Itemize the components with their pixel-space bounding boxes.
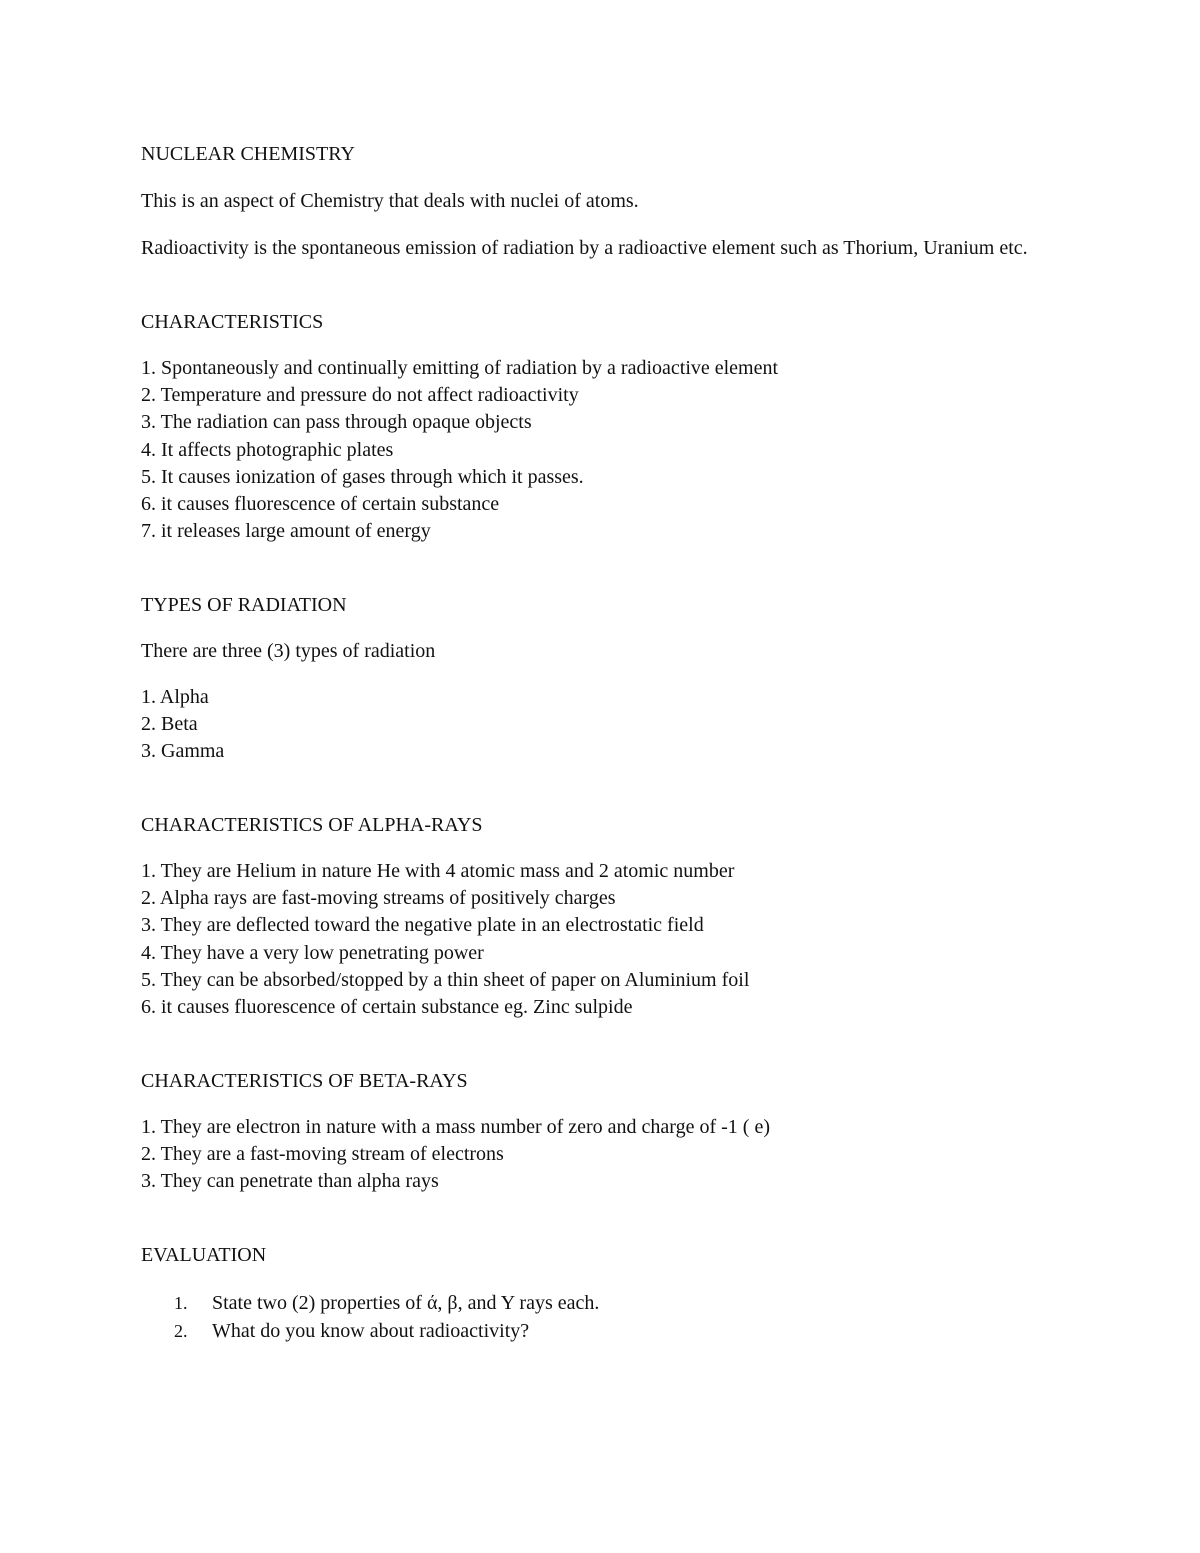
- list-item: 1. They are electron in nature with a mass number of zero and charge of -1 ( e): [141, 1116, 771, 1138]
- list-item: 3. The radiation can pass through opaque objects: [141, 411, 532, 434]
- list-item: 5. It causes ionization of gases through which it passes.: [141, 465, 584, 488]
- types-intro: There are three (3) types of radiation: [141, 640, 436, 662]
- list-item: 1. Alpha: [141, 686, 209, 708]
- evaluation-item: [174, 1289, 1074, 1317]
- list-item: 2. Alpha rays are fast-moving streams of positively charges: [141, 887, 616, 910]
- list-item: 2. They are a fast-moving stream of electrons: [141, 1143, 504, 1166]
- list-item: 3. Gamma: [141, 740, 225, 763]
- list-item: 1. Spontaneously and continually emitting of radiation by a radioactive element: [141, 357, 779, 379]
- list-item: 2. Temperature and pressure do not affect radioactivity: [141, 384, 579, 407]
- list-item: 7. it releases large amount of energy: [141, 520, 431, 543]
- evaluation-item: [174, 1317, 1074, 1345]
- evaluation-item-text: State two (2) properties of ά, β, and Y rays each.: [212, 1292, 600, 1314]
- characteristics-heading: CHARACTERISTICS: [141, 311, 324, 333]
- list-item: 3. They are deflected toward the negative plate in an electrostatic field: [141, 914, 704, 937]
- list-item: 6. it causes fluorescence of certain substance: [141, 493, 500, 516]
- evaluation-item-number: 2.: [174, 1321, 188, 1341]
- intro-paragraph: This is an aspect of Chemistry that deals with nuclei of atoms.: [141, 190, 639, 212]
- evaluation-list: [174, 1289, 1074, 1345]
- beta-list: [141, 1114, 1081, 1196]
- types-heading: TYPES OF RADIATION: [141, 594, 347, 616]
- evaluation-item-number: 1.: [174, 1293, 188, 1313]
- alpha-list: [141, 858, 1081, 1021]
- types-list: [141, 684, 1081, 766]
- alpha-heading: CHARACTERISTICS OF ALPHA-RAYS: [141, 814, 483, 836]
- evaluation-item-text: What do you know about radioactivity?: [212, 1320, 530, 1342]
- list-item: 2. Beta: [141, 713, 198, 736]
- list-item: 3. They can penetrate than alpha rays: [141, 1170, 439, 1193]
- list-item: 1. They are Helium in nature He with 4 atomic mass and 2 atomic number: [141, 860, 735, 882]
- list-item: 4. It affects photographic plates: [141, 438, 394, 461]
- list-item: 6. it causes fluorescence of certain substance eg. Zinc sulpide: [141, 996, 633, 1019]
- characteristics-list: [141, 355, 1081, 545]
- evaluation-heading: EVALUATION: [141, 1244, 267, 1266]
- list-item: 5. They can be absorbed/stopped by a thin sheet of paper on Aluminium foil: [141, 968, 750, 991]
- definition-paragraph: Radioactivity is the spontaneous emission of radiation by a radioactive element such as Thorium, Uranium etc.: [141, 237, 1028, 259]
- page-title: NUCLEAR CHEMISTRY: [141, 143, 355, 165]
- list-item: 4. They have a very low penetrating power: [141, 941, 484, 964]
- beta-heading: CHARACTERISTICS OF BETA-RAYS: [141, 1070, 468, 1092]
